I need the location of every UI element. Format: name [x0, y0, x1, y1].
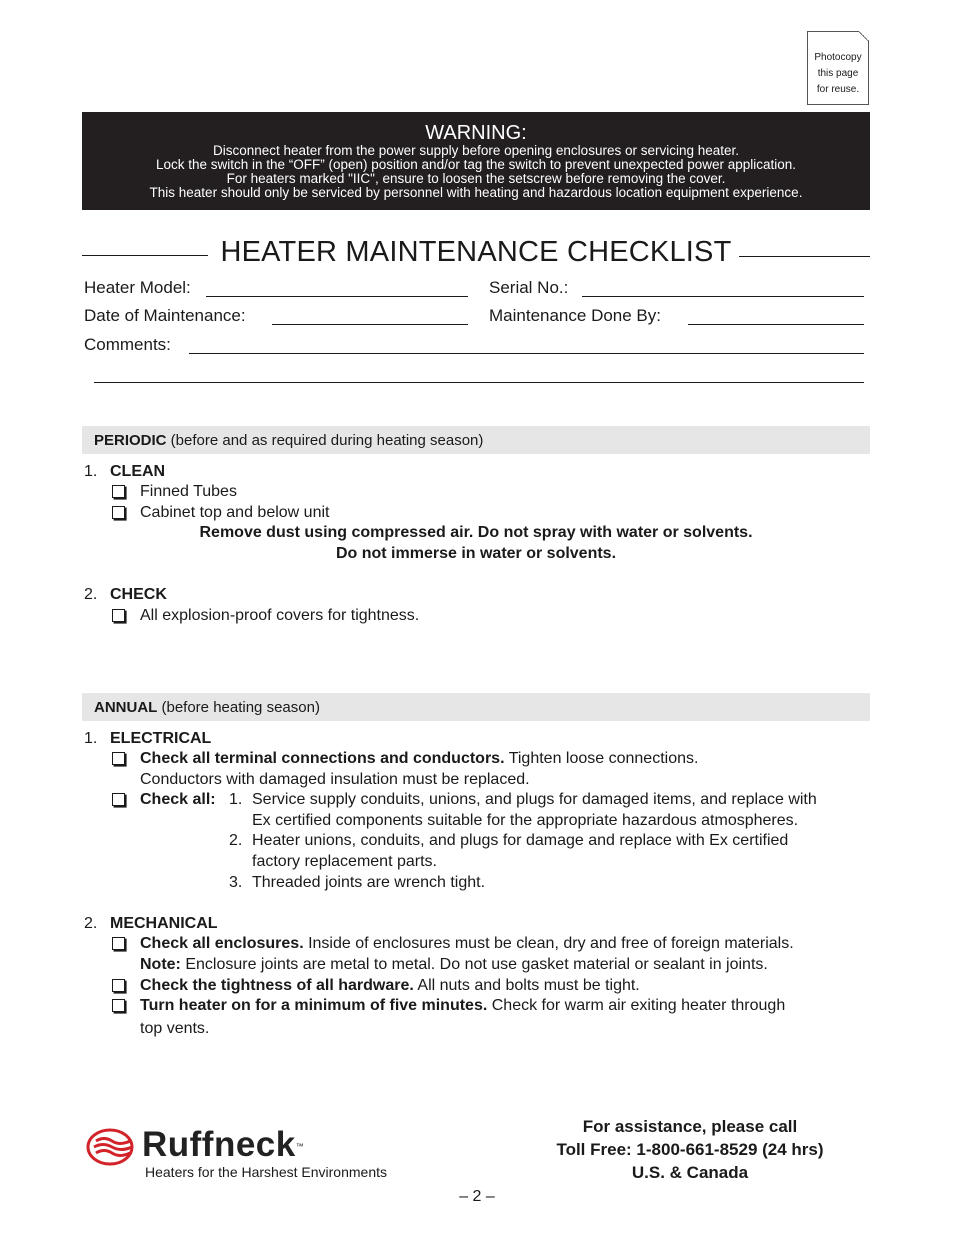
- checkbox-explosion-proof-covers[interactable]: [112, 609, 125, 622]
- photocopy-line: for reuse.: [816, 84, 860, 95]
- warning-line: For heaters marked "IIC", ensure to loosen the setscrew before removing the cover.: [226, 171, 726, 186]
- check-item-explosion-proof-covers: All explosion-proof covers for tightness.: [140, 607, 420, 624]
- warning-line: This heater should only be serviced by personnel with heating and hazardous location equipment experience.: [149, 185, 803, 200]
- photocopy-note: [807, 31, 869, 105]
- sub-item-text: Ex certified components suitable for the appropriate hazardous atmospheres.: [252, 812, 799, 829]
- check-item-continuation: Conductors with damaged insulation must be replaced.: [140, 771, 530, 788]
- check-heading: CHECK: [110, 586, 167, 603]
- heater-model-field[interactable]: [206, 296, 468, 297]
- toll-free-number: Toll Free: 1-800-661-8529 (24 hrs): [556, 1140, 824, 1159]
- maintenance-done-by-field[interactable]: [688, 324, 864, 325]
- periodic-subheading: (before and as required during heating season): [166, 432, 484, 449]
- item-bold-text: Check all terminal connections and conductors.: [140, 750, 505, 767]
- clean-number: 1.: [84, 463, 98, 480]
- item-text: All nuts and bolts must be tight.: [413, 977, 640, 994]
- clean-note: Remove dust using compressed air. Do not spray with water or solvents.: [199, 524, 753, 541]
- periodic-section-bar: [82, 426, 870, 454]
- mechanical-heading: MECHANICAL: [110, 915, 218, 932]
- item-bold-text: Check all enclosures.: [140, 935, 304, 952]
- sub-item-number: 2.: [229, 832, 243, 849]
- annual-heading: ANNUAL: [94, 699, 158, 716]
- warning-box: [82, 112, 870, 210]
- photocopy-line: this page: [817, 68, 859, 79]
- serial-no-field[interactable]: [582, 296, 864, 297]
- check-item-continuation: top vents.: [140, 1020, 210, 1037]
- check-item-finned-tubes: Finned Tubes: [140, 483, 237, 500]
- warning-title: WARNING:: [425, 122, 527, 144]
- comments-label: Comments:: [84, 335, 171, 354]
- checkbox-finned-tubes[interactable]: [112, 485, 125, 498]
- sub-item-number: 3.: [229, 874, 243, 891]
- page-fold-icon: [859, 31, 869, 41]
- annual-subheading: (before heating season): [157, 699, 320, 716]
- warning-line: Disconnect heater from the power supply before opening enclosures or servicing heater.: [212, 143, 740, 158]
- ruffneck-logo-icon: [86, 1127, 142, 1167]
- photocopy-line: Photocopy: [814, 52, 862, 63]
- check-all-label: Check all:: [140, 791, 216, 808]
- logo-wordmark: Ruffneck: [142, 1125, 296, 1164]
- assistance-line: For assistance, please call: [582, 1117, 798, 1136]
- item-text: Inside of enclosures must be clean, dry and free of foreign materials.: [303, 935, 794, 952]
- date-of-maintenance-field[interactable]: [272, 324, 468, 325]
- checkbox-check-all[interactable]: [112, 793, 125, 806]
- sub-item-text: factory replacement parts.: [252, 853, 437, 870]
- periodic-heading: PERIODIC: [94, 432, 167, 449]
- warning-line: Lock the switch in the “OFF” (open) position and/or tag the switch to prevent unexpected power application.: [155, 157, 797, 172]
- item-bold-text: Turn heater on for a minimum of five minutes.: [140, 997, 488, 1014]
- checkbox-cabinet[interactable]: [112, 506, 125, 519]
- sub-item-text: Heater unions, conduits, and plugs for damage and replace with Ex certified: [252, 832, 789, 849]
- electrical-number: 1.: [84, 730, 98, 747]
- comments-field[interactable]: [189, 353, 864, 354]
- checkbox-hardware[interactable]: [112, 979, 125, 992]
- logo-tagline: Heaters for the Harshest Environments: [145, 1164, 387, 1180]
- comments-field-line-2[interactable]: [94, 382, 864, 383]
- item-text: Check for warm air exiting heater through: [487, 997, 786, 1014]
- date-of-maintenance-label: Date of Maintenance:: [84, 306, 246, 325]
- trademark-symbol: ™: [295, 1142, 305, 1151]
- annual-section-bar: [82, 693, 870, 721]
- serial-no-label: Serial No.:: [489, 278, 569, 297]
- maintenance-done-by-label: Maintenance Done By:: [489, 306, 661, 325]
- check-item-cabinet: Cabinet top and below unit: [140, 504, 330, 521]
- page-number: – 2 –: [459, 1188, 495, 1205]
- mechanical-number: 2.: [84, 915, 98, 932]
- clean-heading: CLEAN: [110, 463, 166, 480]
- note-text: Enclosure joints are metal to metal. Do not use gasket material or sealant in joints.: [180, 956, 768, 973]
- check-item-enclosures: [140, 934, 794, 954]
- note-label: Note:: [140, 956, 181, 973]
- checkbox-turn-heater-on[interactable]: [112, 999, 125, 1012]
- check-item-terminal-connections: [140, 749, 698, 769]
- sub-item-text: Threaded joints are wrench tight.: [252, 874, 486, 891]
- check-item-turn-heater-on: [140, 996, 785, 1016]
- sub-item-text: Service supply conduits, unions, and plugs for damaged items, and replace with: [252, 791, 817, 808]
- check-item-hardware: [140, 976, 640, 996]
- page-title: HEATER MAINTENANCE CHECKLIST: [220, 236, 732, 268]
- electrical-heading: ELECTRICAL: [110, 730, 212, 747]
- title-rule-right: [739, 256, 870, 257]
- assistance-block: [520, 1115, 860, 1184]
- enclosure-note: [140, 955, 768, 975]
- sub-item-number: 1.: [229, 791, 243, 808]
- checkbox-terminal-connections[interactable]: [112, 752, 125, 765]
- item-bold-text: Check the tightness of all hardware.: [140, 977, 414, 994]
- heater-model-label: Heater Model:: [84, 278, 191, 297]
- assistance-region: U.S. & Canada: [631, 1163, 749, 1182]
- checkbox-enclosures[interactable]: [112, 937, 125, 950]
- clean-note: Do not immerse in water or solvents.: [335, 545, 617, 562]
- ruffneck-logo-text: [142, 1125, 304, 1165]
- item-text: Tighten loose connections.: [504, 750, 699, 767]
- check-number: 2.: [84, 586, 98, 603]
